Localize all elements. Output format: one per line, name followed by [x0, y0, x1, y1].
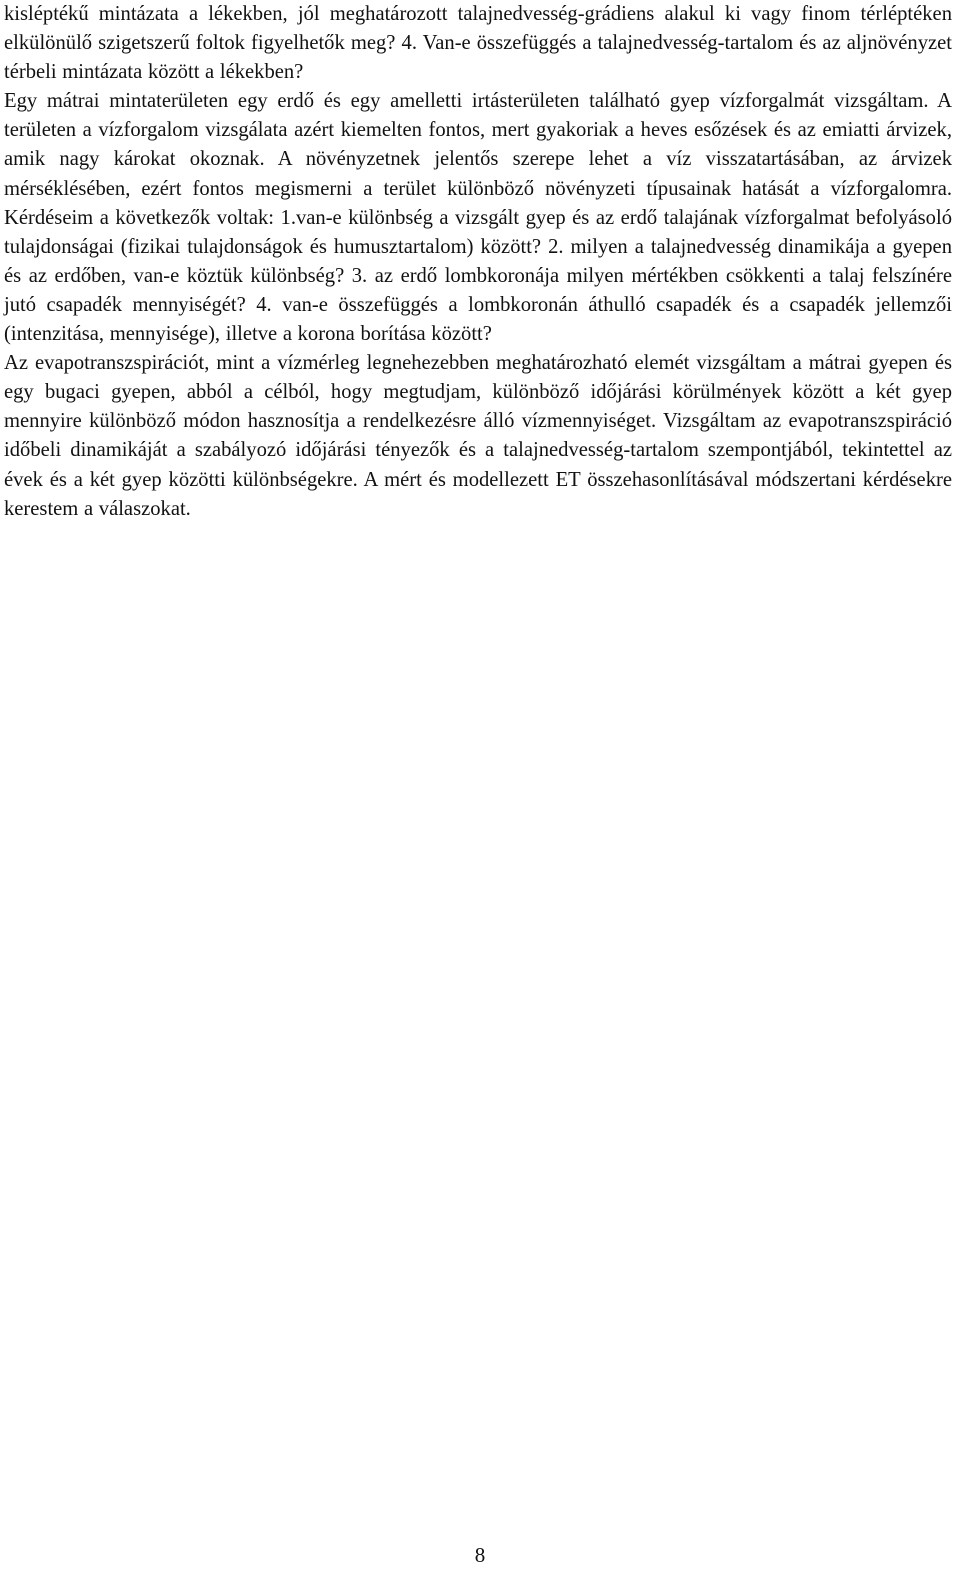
- page-number: 8: [474, 1543, 486, 1567]
- paragraph-1: kisléptékű mintázata a lékekben, jól meghatározott talajnedvesség-grádiens alakul ki vagy finom térléptéken elkülönülő szigetszerű foltok figyelhetők meg? 4. Van-e összefüggés a talajnedvesség-tartalom és az aljnövényzet térbeli mintázata között a lékekben?: [4, 3, 952, 84]
- document-page: [4, 0, 952, 524]
- paragraph-3: Az evapotranszspirációt, mint a vízmérleg legnehezebben meghatározható elemét vizsgáltam a mátrai gyepen és egy bugaci gyepen, abból a célból, hogy megtudjam, különböző időjárási körülmények között a két gyep mennyire különböző módon hasznosítja a rendelkezésre álló vízmennyiséget. Vizsgáltam az evapotranszspiráció időbeli dinamikáját a szabályozó időjárási tényezők és a talajnedvesség-tartalom szempontjából, tekintettel az évek és a két gyep közötti különbségekre. A mért és modellezett ET összehasonlításával módszertani kérdésekre kerestem a válaszokat.: [4, 352, 952, 520]
- paragraph-2: Egy mátrai mintaterületen egy erdő és egy amelletti irtásterületen található gyep vízforgalmát vizsgáltam. A területen a vízforgalom vizsgálata azért kiemelten fontos, mert gyakoriak a heves esőzések és az emiatti árvizek, amik nagy károkat okoznak. A növényzetnek jelentős szerepe lehet a víz visszatartásában, az árvizek mérséklésében, ezért fontos megismerni a terület különböző növényzeti típusainak hatását a vízforgalomra. Kérdéseim a következők voltak: 1.van-e különbség a vizsgált gyep és az erdő talajának vízforgalmat befolyásoló tulajdonságai (fizikai tulajdonságok és humusztartalom) között? 2. milyen a talajnedvesség dinamikája a gyepen és az erdőben, van-e köztük különbség? 3. az erdő lombkoronája milyen mértékben csökkenti a talaj felszínére jutó csapadék mennyiségét? 4. van-e összefüggés a lombkoronán áthulló csapadék és a csapadék jellemzői (intenzitása, mennyisége), illetve a korona borítása között?: [4, 90, 952, 346]
